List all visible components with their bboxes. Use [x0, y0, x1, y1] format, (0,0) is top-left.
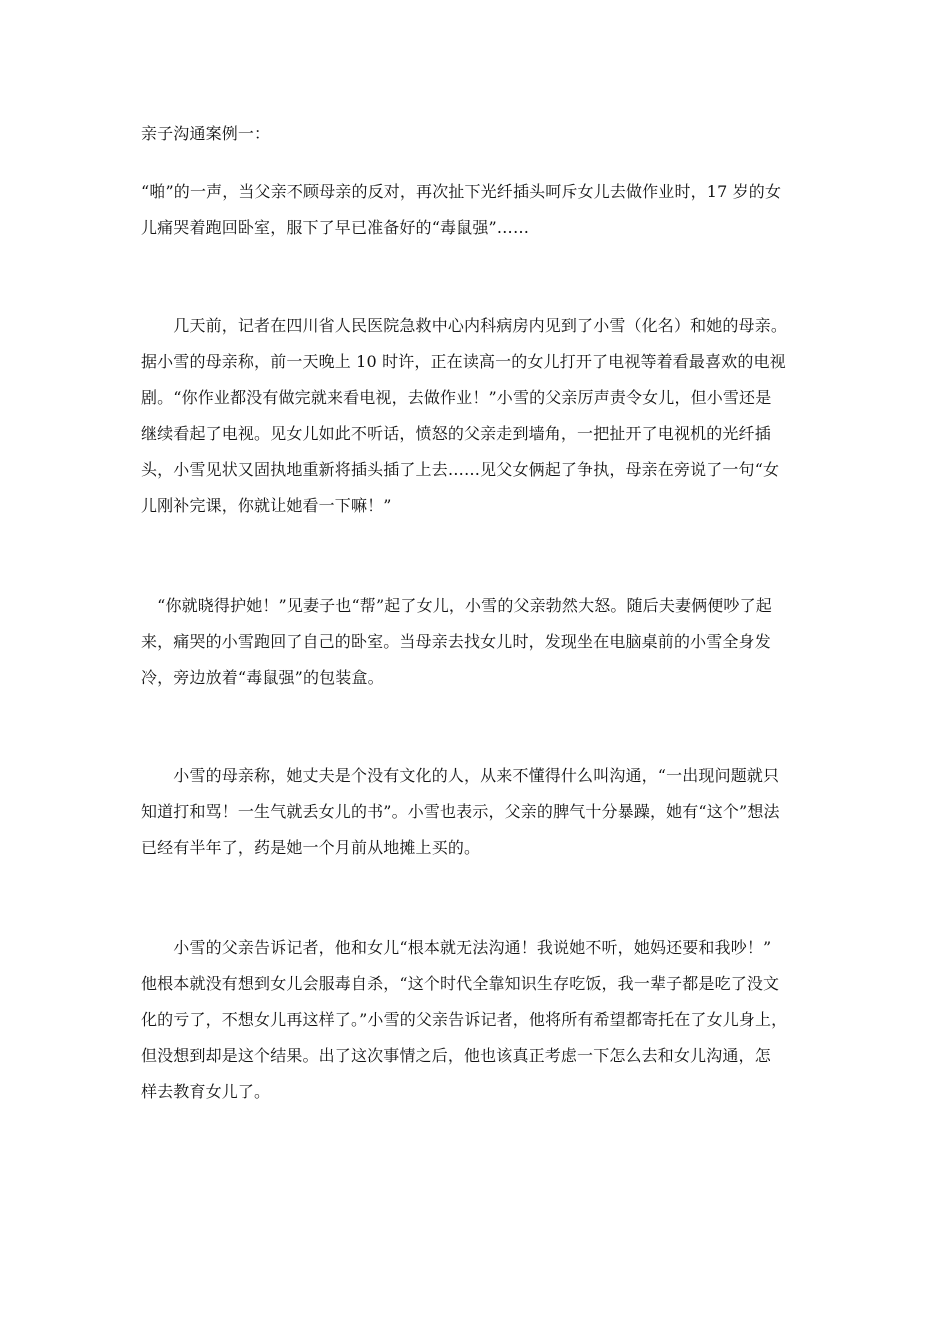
paragraph-line: “啪”的一声，当父亲不顾母亲的反对，再次扯下光纤插头呵斥女儿去做作业时，17 岁的女	[141, 182, 782, 201]
paragraph-line: 小雪的母亲称，她丈夫是个没有文化的人，从来不懂得什么叫沟通，“一出现问题就只	[141, 766, 780, 785]
paragraph-line: 据小雪的母亲称，前一天晚上 10 时许，正在读高一的女儿打开了电视等着看最喜欢的电视	[141, 352, 786, 371]
paragraph-line: 继续看起了电视。见女儿如此不听话，愤怒的父亲走到墙角，一把扯开了电视机的光纤插	[141, 424, 771, 443]
paragraph-line: 已经有半年了，药是她一个月前从地摊上买的。	[141, 838, 481, 857]
paragraph-line: 但没想到却是这个结果。出了这次事情之后，他也该真正考虑一下怎么去和女儿沟通，怎	[141, 1046, 771, 1065]
paragraph-line: 小雪的父亲告诉记者，他和女儿“根本就无法沟通！我说她不听，她妈还要和我吵！”	[141, 938, 772, 957]
paragraph-line: “你就晓得护她！”见妻子也“帮”起了女儿，小雪的父亲勃然大怒。随后夫妻俩便吵了起	[141, 596, 772, 615]
paragraph-line: 剧。“你作业都没有做完就来看电视，去做作业！”小雪的父亲厉声责令女儿，但小雪还是	[141, 388, 772, 407]
paragraph-line: 儿刚补完课，你就让她看一下嘛！”	[141, 496, 392, 515]
paragraph-line: 儿痛哭着跑回卧室，服下了早已准备好的“毒鼠强”……	[141, 218, 530, 237]
paragraph-line: 化的亏了，不想女儿再这样了。”小雪的父亲告诉记者，他将所有希望都寄托在了女儿身上，	[141, 1010, 788, 1029]
paragraph-line: 几天前，记者在四川省人民医院急救中心内科病房内见到了小雪（化名）和她的母亲。	[141, 316, 788, 335]
paragraph-line: 冷，旁边放着“毒鼠强”的包装盒。	[141, 668, 384, 687]
paragraph-line: 来，痛哭的小雪跑回了自己的卧室。当母亲去找女儿时，发现坐在电脑桌前的小雪全身发	[141, 632, 771, 651]
paragraph-line: 头，小雪见状又固执地重新将插头插了上去……见父女俩起了争执，母亲在旁说了一句“女	[141, 460, 780, 479]
document-heading: 亲子沟通案例一：	[141, 124, 271, 143]
paragraph-line: 知道打和骂！一生气就丢女儿的书”。小雪也表示，父亲的脾气十分暴躁，她有“这个”想法	[141, 802, 780, 821]
paragraph-line: 他根本就没有想到女儿会服毒自杀，“这个时代全靠知识生存吃饭，我一辈子都是吃了没文	[141, 974, 780, 993]
paragraph-line: 样去教育女儿了。	[141, 1082, 271, 1101]
